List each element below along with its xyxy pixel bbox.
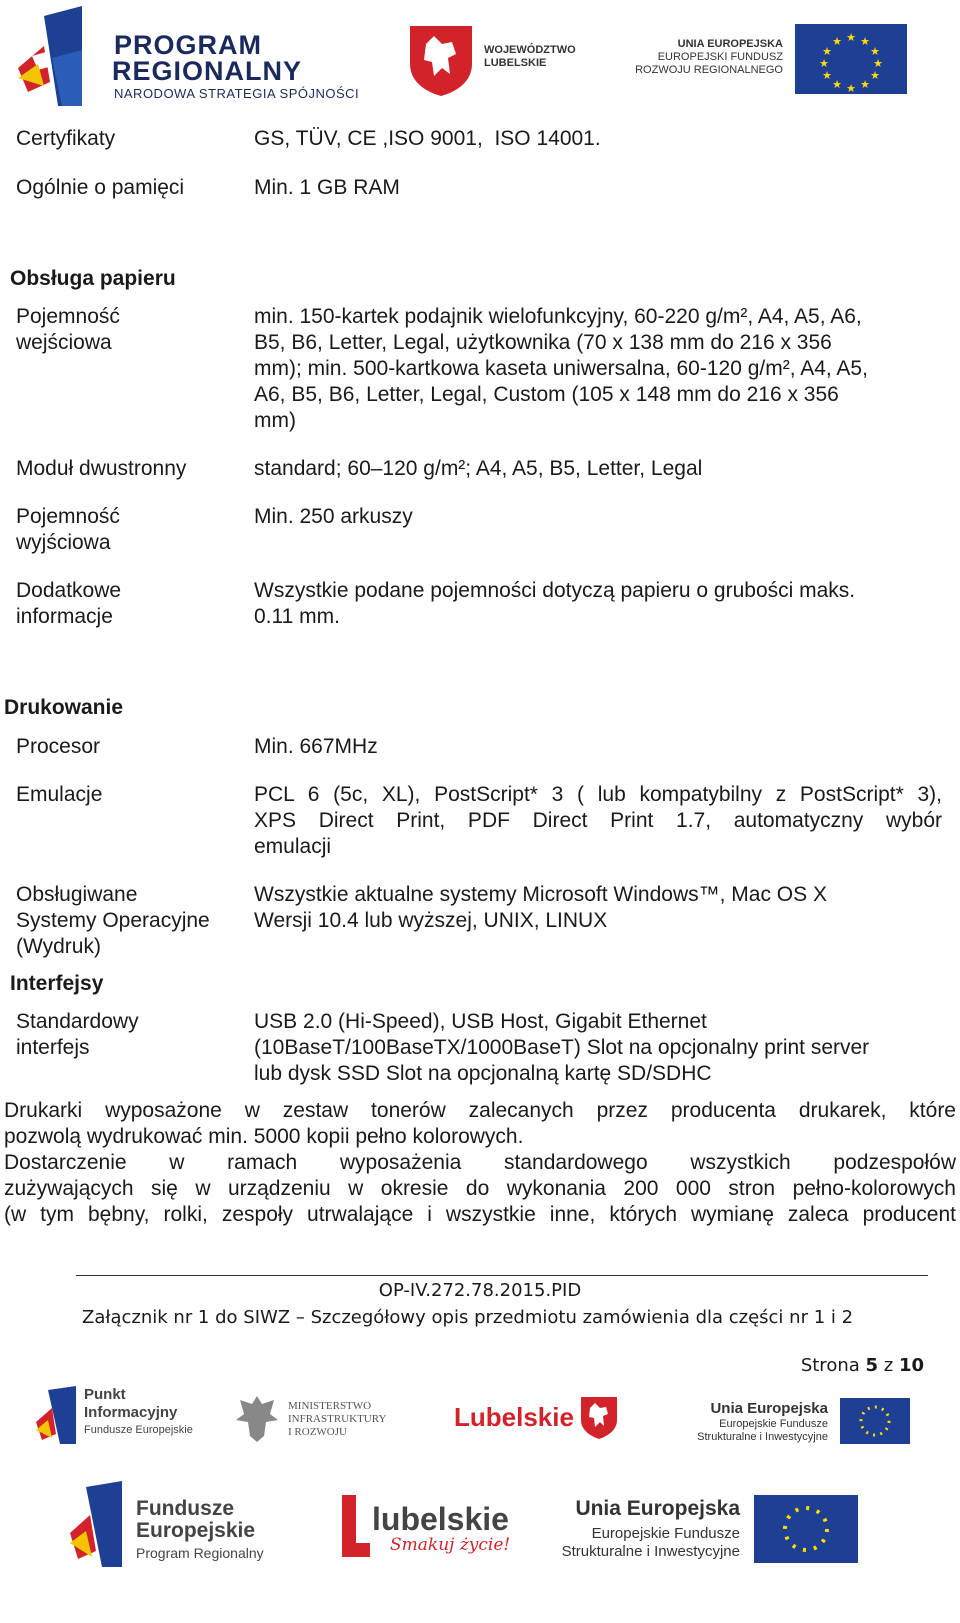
footer-logos-row-2 (0, 1475, 960, 1623)
svg-text:★: ★ (873, 57, 883, 70)
program-title-1: PROGRAM (114, 30, 262, 60)
svg-text:★: ★ (822, 45, 832, 58)
svg-text:★: ★ (846, 82, 856, 94)
pife-label-2: Informacyjny (84, 1404, 178, 1421)
program-subtitle: NARODOWA STRATEGIA SPÓJNOŚCI (114, 86, 360, 101)
fe-label-1: Fundusze (136, 1497, 234, 1520)
ministry-label-2: INFRASTRUKTURY (288, 1413, 387, 1425)
svg-text:★: ★ (860, 35, 870, 48)
eu-flag-icon (795, 24, 907, 94)
pamiec-value: Min. 1 GB RAM (254, 176, 400, 199)
ue-label-3: ROZWOJU REGIONALNEGO (635, 64, 783, 76)
footer-divider (76, 1275, 928, 1276)
svg-text:★: ★ (870, 45, 880, 58)
page-total: 10 (898, 1355, 924, 1376)
lubelskie-slogan: Smakuj życie! (390, 1535, 511, 1555)
pife-label-1: Punkt (84, 1386, 126, 1403)
fe-label-2: Europejskie (136, 1519, 256, 1542)
fe-label-3: Program Regionalny (136, 1545, 264, 1561)
output-capacity-label-2: wyjściowa (16, 531, 111, 554)
lubelskie-logo-text: Lubelskie (454, 1402, 574, 1432)
output-capacity-label-1: Pojemność (16, 505, 120, 528)
ministry-label-3: I ROZWOJU (288, 1426, 347, 1438)
os-value-2: Wersji 10.4 lub wyższej, UNIX, LINUX (254, 909, 608, 932)
extra-info-value-1: Wszystkie podane pojemności dotyczą papieru o grubości maks. (254, 579, 856, 602)
os-label-3: (Wydruk) (16, 935, 101, 958)
svg-text:★: ★ (819, 57, 829, 70)
program-regionalny-logo (18, 6, 90, 110)
lubelskie-brand-mark-icon (338, 1495, 372, 1557)
page-current: 5 (865, 1355, 879, 1376)
std-interface-value-2: (10BaseT/100BaseTX/1000BaseT) Slot na opcjonalny print server (254, 1036, 870, 1059)
input-capacity-value-3: mm); min. 500-kartkowa kaseta uniwersalna, 60-120 g/m², A4, A5, (254, 357, 868, 380)
extra-info-value-2: 0.11 mm. (254, 605, 340, 628)
cpu-label: Procesor (16, 735, 101, 758)
svg-text:★: ★ (846, 31, 856, 44)
supplies-paragraph-line-3: (w tym bębny, rolki, zespoły utrwalające i wszystkie inne, których wymianę zaleca producent (4, 1203, 956, 1226)
page-prefix: Strona (800, 1355, 866, 1376)
svg-text:★: ★ (870, 69, 880, 82)
svg-text:★: ★ (832, 78, 842, 91)
std-interface-label-1: Standardowy (16, 1010, 139, 1033)
ue-big-label-2: Europejskie Fundusze (591, 1525, 740, 1542)
os-label-1: Obsługiwane (16, 883, 138, 906)
ue-big-label-1: Unia Europejska (575, 1497, 740, 1520)
output-capacity-value: Min. 250 arkuszy (254, 505, 413, 528)
certyfikaty-value: GS, TÜV, CE ,ISO 9001, ISO 14001. (254, 127, 601, 150)
input-capacity-label-2: wejściowa (16, 331, 112, 354)
std-interface-value-3: lub dysk SSD Slot na opcjonalną kartę SD/SDHC (254, 1062, 712, 1085)
toner-paragraph-line-1: Drukarki wyposażone w zestaw tonerów zalecanych przez producenta drukarek, które (4, 1099, 956, 1122)
punkt-informacyjny-logo (36, 1386, 80, 1446)
wojewodztwo-label-1: WOJEWÓDZTWO (484, 44, 576, 56)
svg-text:★: ★ (822, 69, 832, 82)
printing-heading: Drukowanie (4, 696, 124, 719)
footer-page-number (789, 1334, 924, 1376)
interfaces-heading: Interfejsy (10, 972, 104, 995)
extra-info-label-2: informacje (16, 605, 113, 628)
ue-label-1: UNIA EUROPEJSKA (677, 38, 783, 50)
ministry-label-1: MINISTERSTWO (288, 1400, 372, 1412)
ue-small-label-3: Strukturalne i Inwestycyjne (697, 1431, 828, 1443)
emulation-value-1: PCL 6 (5c, XL), PostScript* 3 ( lub kompatybilny z PostScript* 3), (254, 783, 942, 806)
footer-reference: OP-IV.272.78.2015.PID (378, 1280, 582, 1301)
input-capacity-value-1: min. 150-kartek podajnik wielofunkcyjny, 60-220 g/m², A4, A5, A6, (254, 305, 862, 328)
ue-label-2: EUROPEJSKI FUNDUSZ (657, 51, 783, 63)
certyfikaty-label: Certyfikaty (16, 127, 116, 150)
wojewodztwo-shield-icon (408, 24, 474, 96)
toner-paragraph-line-2: pozwolą wydrukować min. 5000 kopii pełno kolorowych. (4, 1125, 524, 1148)
lubelskie-shield-icon (580, 1396, 618, 1440)
program-title-2: REGIONALNY (112, 56, 303, 86)
eu-flag-large-icon (754, 1495, 858, 1563)
header-logo-bar (0, 0, 960, 115)
supplies-paragraph-line-2: zużywających się w urządzeniu w okresie do wykonania 200 000 stron pełno-kolorowych (4, 1177, 956, 1200)
input-capacity-label-1: Pojemność (16, 305, 120, 328)
extra-info-label-1: Dodatkowe (16, 579, 122, 602)
input-capacity-value-2: B5, B6, Letter, Legal, użytkownika (70 x 138 mm do 216 x 356 (254, 331, 832, 354)
paper-heading: Obsługa papieru (10, 267, 176, 290)
ue-small-label-2: Europejskie Fundusze (719, 1418, 828, 1430)
input-capacity-value-4: A6, B5, B6, Letter, Legal, Custom (105 x 148 mm do 216 x 356 (254, 383, 839, 406)
os-label-2: Systemy Operacyjne (16, 909, 210, 932)
std-interface-value-1: USB 2.0 (Hi-Speed), USB Host, Gigabit Ethernet (254, 1010, 707, 1033)
os-value-1: Wszystkie aktualne systemy Microsoft Windows™, Mac OS X (254, 883, 827, 906)
footer-logos-row-1 (0, 1380, 960, 1460)
std-interface-label-2: interfejs (16, 1036, 90, 1059)
cpu-value: Min. 667MHz (254, 735, 378, 758)
wojewodztwo-label-2: LUBELSKIE (484, 57, 547, 69)
duplex-value: standard; 60–120 g/m²; A4, A5, B5, Letter, Legal (254, 457, 703, 480)
emulation-value-3: emulacji (254, 835, 332, 858)
duplex-label: Moduł dwustronny (16, 457, 187, 480)
emulation-label: Emulacje (16, 783, 103, 806)
eu-flag-small-icon (840, 1398, 910, 1444)
input-capacity-value-5: mm) (254, 409, 296, 432)
pamiec-label: Ogólnie o pamięci (16, 176, 185, 199)
fundusze-europejskie-logo (70, 1481, 126, 1569)
ue-big-label-3: Strukturalne i Inwestycyjne (561, 1543, 740, 1560)
footer-attachment: Załącznik nr 1 do SIWZ – Szczegółowy opis przedmiotu zamówienia dla części nr 1 i 2 (82, 1307, 854, 1328)
svg-text:★: ★ (860, 78, 870, 91)
svg-text:★: ★ (832, 35, 842, 48)
lubelskie-brand-label: lubelskie (372, 1501, 509, 1537)
polish-eagle-emblem-icon (234, 1392, 280, 1444)
emulation-value-2: XPS Direct Print, PDF Direct Print 1.7, automatyczny wybór (254, 809, 942, 832)
pife-label-3: Fundusze Europejskie (84, 1424, 193, 1436)
page-separator: z (878, 1355, 899, 1376)
supplies-paragraph-line-1: Dostarczenie w ramach wyposażenia standardowego wszystkich podzespołów (4, 1151, 956, 1174)
ue-small-label-1: Unia Europejska (710, 1400, 828, 1417)
